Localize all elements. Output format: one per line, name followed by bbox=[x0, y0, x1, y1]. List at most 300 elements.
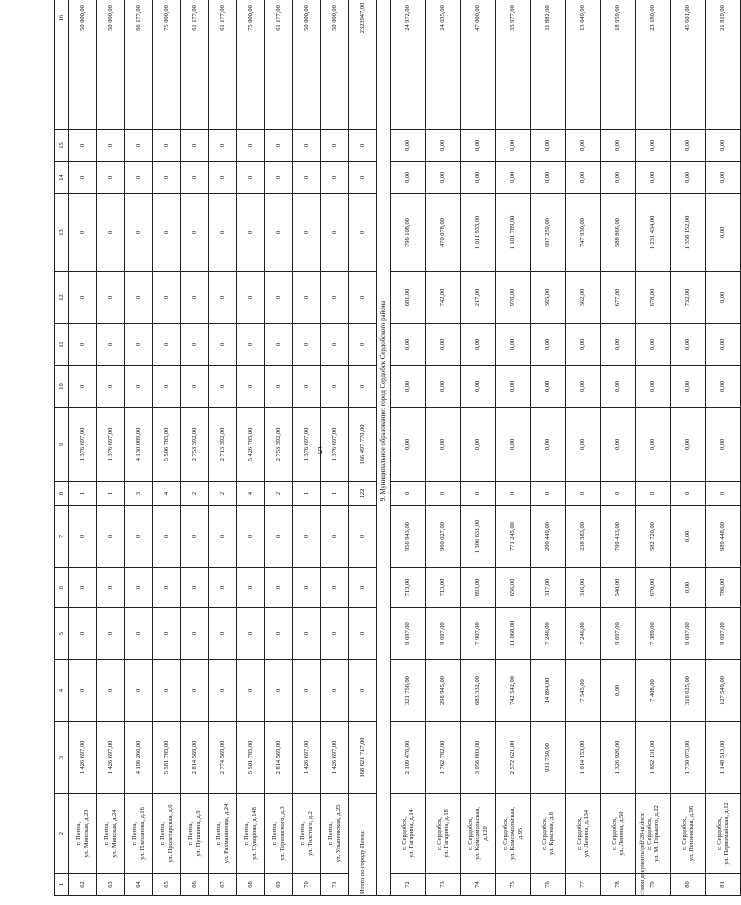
table-cell: 0 bbox=[181, 608, 209, 660]
table-cell: 0,00 bbox=[671, 130, 706, 162]
table-cell: 0,00 bbox=[636, 366, 671, 408]
table-cell: 2323947,00 bbox=[349, 0, 377, 130]
table-cell: 0 bbox=[237, 568, 265, 608]
table-cell: 697 259,00 bbox=[531, 194, 566, 272]
table-cell: 0,00 bbox=[706, 130, 741, 162]
table-cell: 0 bbox=[209, 324, 237, 366]
table-cell: 0 bbox=[531, 482, 566, 506]
table-cell: 1 bbox=[321, 482, 349, 506]
table-cell: 1 852 131,00 bbox=[636, 722, 671, 794]
table-cell: 0 bbox=[349, 608, 377, 660]
table-cell: 0 bbox=[153, 660, 181, 722]
table-cell: 0 bbox=[293, 366, 321, 408]
table-cell: 989 448,00 bbox=[706, 506, 741, 568]
header-row bbox=[55, 0, 69, 896]
table-cell: 7 545,00 bbox=[566, 660, 601, 722]
table-cell: 747 930,00 bbox=[566, 194, 601, 272]
table-cell: 11 bbox=[55, 324, 69, 366]
table-cell: 960 027,00 bbox=[426, 506, 461, 568]
table-cell: 0 bbox=[237, 162, 265, 194]
address-cell: г. Пенза, ул. Ульяновская, д.25 bbox=[321, 794, 349, 874]
table-cell: 0 bbox=[69, 660, 97, 722]
table-cell: 0,00 bbox=[531, 130, 566, 162]
table-row bbox=[293, 0, 321, 896]
table-cell: 1 014 153,00 bbox=[566, 722, 601, 794]
table-cell: 956 943,00 bbox=[391, 506, 426, 568]
table-cell: 2 753 392,00 bbox=[265, 408, 293, 482]
table-cell: 0 bbox=[209, 608, 237, 660]
table-cell: 0 bbox=[125, 366, 153, 408]
table-cell: 470 078,00 bbox=[426, 194, 461, 272]
table-cell: 23 180,00 bbox=[636, 0, 671, 130]
table-cell: 0,00 bbox=[706, 162, 741, 194]
table-cell: 65 bbox=[153, 874, 181, 896]
table-cell: 16 bbox=[55, 0, 69, 130]
table-cell: 0,00 bbox=[636, 130, 671, 162]
table-cell: 0,00 bbox=[636, 162, 671, 194]
table-cell: 0 bbox=[321, 366, 349, 408]
table-cell: 0 bbox=[391, 482, 426, 506]
table-cell: 0,00 bbox=[391, 324, 426, 366]
table-cell: 540,00 bbox=[601, 568, 636, 608]
table-cell: 0 bbox=[69, 162, 97, 194]
table-cell: 0,00 bbox=[706, 194, 741, 272]
table-cell: 0,00 bbox=[671, 162, 706, 194]
table-cell: 4 bbox=[153, 482, 181, 506]
table-cell: 931 730,00 bbox=[531, 722, 566, 794]
table-cell: 1 bbox=[55, 874, 69, 896]
table-cell: 588 866,00 bbox=[601, 194, 636, 272]
table-cell: 0,00 bbox=[426, 324, 461, 366]
section-title: 9. Муниципальное образование: город Сердобск Сердобского района bbox=[377, 0, 391, 896]
table-row bbox=[209, 0, 237, 896]
table-cell: 166 497 770,00 bbox=[349, 408, 377, 482]
table-cell: 0 bbox=[265, 194, 293, 272]
table-cell: 0 bbox=[125, 324, 153, 366]
table-cell: 1 bbox=[293, 482, 321, 506]
address-cell: г. Пенза, ул. Рахманинова, д.24 bbox=[209, 794, 237, 874]
table-cell: 7 bbox=[55, 506, 69, 568]
table-cell: 0,00 bbox=[706, 366, 741, 408]
table-row bbox=[426, 0, 461, 896]
table-cell: 81 bbox=[706, 874, 741, 896]
table-cell: 70 bbox=[293, 874, 321, 896]
table-cell: 0 bbox=[237, 272, 265, 324]
table-cell: 72 bbox=[391, 874, 426, 896]
table-cell: 0 bbox=[209, 660, 237, 722]
address-cell: г. Пенза, ул. Плеханова, д.16 bbox=[125, 794, 153, 874]
table-cell: 13 049,00 bbox=[566, 0, 601, 130]
table-cell: 0 bbox=[321, 130, 349, 162]
table-row bbox=[671, 0, 706, 896]
table-cell: 0 bbox=[321, 194, 349, 272]
table-cell: 1 426 697,00 bbox=[97, 722, 125, 794]
table-cell: 0,00 bbox=[601, 660, 636, 722]
table-cell: 0,00 bbox=[671, 568, 706, 608]
table-cell: 0 bbox=[97, 194, 125, 272]
table-cell: 316,00 bbox=[566, 568, 601, 608]
table-row bbox=[181, 0, 209, 896]
table-cell: 9 697,00 bbox=[426, 608, 461, 660]
table-cell: 1 358 152,00 bbox=[671, 194, 706, 272]
table-cell: 0 bbox=[209, 194, 237, 272]
table-cell: 681,00 bbox=[391, 272, 426, 324]
table-cell: 0 bbox=[237, 194, 265, 272]
table-cell: 7 246,00 bbox=[566, 608, 601, 660]
table-cell: 2 713 392,00 bbox=[209, 408, 237, 482]
table-cell: 0 bbox=[97, 130, 125, 162]
table-cell: 2 814 569,00 bbox=[265, 722, 293, 794]
table-cell: 0 bbox=[461, 482, 496, 506]
table-cell: 678,00 bbox=[636, 272, 671, 324]
table-cell: 362,00 bbox=[566, 272, 601, 324]
table-cell: 0 bbox=[237, 324, 265, 366]
address-cell: г. Сердобск, ул. Комсомольская, д.120 bbox=[461, 794, 496, 874]
table-row bbox=[601, 0, 636, 896]
table-cell: 50 000,00 bbox=[321, 0, 349, 130]
table-cell: 1 426 697,00 bbox=[293, 722, 321, 794]
table-cell: 0 bbox=[125, 660, 153, 722]
table-cell: 0 bbox=[181, 272, 209, 324]
table-cell: 0 bbox=[153, 194, 181, 272]
table-cell: 75 000,00 bbox=[237, 0, 265, 130]
table-cell: 35 977,00 bbox=[496, 0, 531, 130]
table-cell: 0,00 bbox=[461, 366, 496, 408]
table-cell: 656,00 bbox=[496, 568, 531, 608]
table-cell: 0,00 bbox=[391, 130, 426, 162]
table-cell: 2 bbox=[181, 482, 209, 506]
table-cell: 970,00 bbox=[496, 272, 531, 324]
table-cell: 0 bbox=[349, 506, 377, 568]
table-cell: 0 bbox=[265, 506, 293, 568]
table-cell: 7 408,00 bbox=[636, 660, 671, 722]
address-cell: 2 bbox=[55, 794, 69, 874]
table-cell: 0,00 bbox=[461, 162, 496, 194]
table-cell: 893,00 bbox=[461, 568, 496, 608]
table-cell: 2 109 476,00 bbox=[391, 722, 426, 794]
table-cell: 0 bbox=[153, 272, 181, 324]
table-cell: 14 894,00 bbox=[531, 660, 566, 722]
table-cell: 0 bbox=[181, 660, 209, 722]
table-cell: 0,00 bbox=[391, 366, 426, 408]
table-cell: 168 821 717,00 bbox=[349, 722, 377, 794]
table-cell: 0 bbox=[636, 482, 671, 506]
table-cell: 0 bbox=[153, 506, 181, 568]
table-cell: 0,00 bbox=[496, 408, 531, 482]
table-cell: 0 bbox=[265, 130, 293, 162]
table-cell: 0 bbox=[153, 324, 181, 366]
table-cell: 0 bbox=[69, 608, 97, 660]
table-row bbox=[125, 0, 153, 896]
table-cell: 14 bbox=[55, 162, 69, 194]
section-title-row bbox=[377, 0, 391, 896]
table-cell: 7 389,00 bbox=[636, 608, 671, 660]
table-cell: 78 bbox=[601, 874, 636, 896]
table-cell: 24 035,00 bbox=[426, 0, 461, 130]
table-cell: 0 bbox=[125, 194, 153, 272]
table-cell: 0 bbox=[566, 482, 601, 506]
table-cell: 2 572 621,00 bbox=[496, 722, 531, 794]
table-cell: 0 bbox=[265, 608, 293, 660]
table-row bbox=[321, 0, 349, 896]
table-cell: 3 bbox=[55, 722, 69, 794]
table-cell: 1 231 434,00 bbox=[636, 194, 671, 272]
table-cell: 0 bbox=[237, 366, 265, 408]
table-cell: 61 177,00 bbox=[209, 0, 237, 130]
table-cell: 0,00 bbox=[671, 506, 706, 568]
table-cell: 2 bbox=[265, 482, 293, 506]
table-cell: 0 bbox=[97, 568, 125, 608]
table-cell: 47 000,00 bbox=[461, 0, 496, 130]
table-cell: 122 bbox=[349, 482, 377, 506]
table-cell: 0,00 bbox=[496, 324, 531, 366]
table-cell: 9 697,00 bbox=[671, 608, 706, 660]
address-cell: г. Пенза, ул. Терновского, д.3 bbox=[265, 794, 293, 874]
table-cell: 0 bbox=[293, 506, 321, 568]
table-row bbox=[496, 0, 531, 896]
table-cell: 0 bbox=[153, 366, 181, 408]
table-row bbox=[391, 0, 426, 896]
table-cell: 0 bbox=[125, 608, 153, 660]
table-cell: 796 108,00 bbox=[391, 194, 426, 272]
table-cell: 0,00 bbox=[706, 272, 741, 324]
table-cell: 0,00 bbox=[636, 324, 671, 366]
table-cell: 80 bbox=[671, 874, 706, 896]
table-cell: 0 bbox=[265, 324, 293, 366]
table-cell: 1 011 933,00 bbox=[461, 194, 496, 272]
table-cell: 0 bbox=[321, 272, 349, 324]
table-cell: 0,00 bbox=[566, 130, 601, 162]
table-cell: 0,00 bbox=[531, 162, 566, 194]
table-cell: 0,00 bbox=[426, 130, 461, 162]
table-cell: 0 bbox=[237, 608, 265, 660]
address-cell: г. Пенза, ул. Суворова, д.148 bbox=[237, 794, 265, 874]
table-cell: 0 bbox=[349, 660, 377, 722]
table-cell: 0,00 bbox=[426, 366, 461, 408]
table-cell: 0 bbox=[293, 324, 321, 366]
table-cell: 9 697,00 bbox=[601, 608, 636, 660]
address-cell: г. Сердобск, ул. Первомайская, д.12 bbox=[706, 794, 741, 874]
table-cell: 0 bbox=[237, 506, 265, 568]
table-cell: 0 bbox=[69, 568, 97, 608]
table-cell: 0 bbox=[97, 162, 125, 194]
table-cell: 316 625,00 bbox=[671, 660, 706, 722]
table-cell: 0 bbox=[321, 506, 349, 568]
table-cell: 10 bbox=[55, 366, 69, 408]
table-cell: 50 000,00 bbox=[97, 0, 125, 130]
table-cell: 0 bbox=[153, 608, 181, 660]
table-cell: 0 bbox=[496, 482, 531, 506]
table-cell: 0 bbox=[293, 568, 321, 608]
table-cell: 0 bbox=[293, 130, 321, 162]
table-cell: 0 bbox=[153, 568, 181, 608]
table-cell: 71 bbox=[321, 874, 349, 896]
table-cell: 6 bbox=[55, 568, 69, 608]
table-cell: 4 bbox=[237, 482, 265, 506]
table-cell: 0 bbox=[181, 506, 209, 568]
table-cell: 200 449,00 bbox=[531, 506, 566, 568]
table-cell: 0 bbox=[97, 608, 125, 660]
table-cell: 0,00 bbox=[426, 162, 461, 194]
address-cell: г. Сердобск, ул. Гагарина, д.14 bbox=[391, 794, 426, 874]
table-cell: 0,00 bbox=[566, 366, 601, 408]
table-cell: 0 bbox=[349, 568, 377, 608]
table-cell: 0 bbox=[181, 324, 209, 366]
table-cell: 0,00 bbox=[601, 162, 636, 194]
table-cell: 0 bbox=[349, 366, 377, 408]
table-cell: 77 bbox=[566, 874, 601, 896]
table-cell: 713,00 bbox=[426, 568, 461, 608]
table-cell: 0,00 bbox=[531, 366, 566, 408]
address-cell: г. Сердобск, ул. Гагарина, д.18 bbox=[426, 794, 461, 874]
table-row bbox=[566, 0, 601, 896]
table-cell: 582 720,00 bbox=[636, 506, 671, 568]
table-cell: 5 bbox=[55, 608, 69, 660]
table-row bbox=[706, 0, 741, 896]
table-cell: 18 959,00 bbox=[601, 0, 636, 130]
table-cell: 670,00 bbox=[636, 568, 671, 608]
table-cell: 15 bbox=[55, 130, 69, 162]
table-cell: 0,00 bbox=[461, 408, 496, 482]
table-cell: 74 bbox=[461, 874, 496, 896]
table-cell: 0,00 bbox=[496, 162, 531, 194]
table-cell: 0 bbox=[265, 660, 293, 722]
table-cell: 1 326 926,00 bbox=[601, 722, 636, 794]
table-cell: 0 bbox=[426, 482, 461, 506]
table-cell: 0 bbox=[97, 660, 125, 722]
table-cell: 1 762 782,00 bbox=[426, 722, 461, 794]
table-cell: 0 bbox=[293, 162, 321, 194]
table-cell: 321 756,00 bbox=[391, 660, 426, 722]
table-cell: 0 bbox=[349, 324, 377, 366]
table-cell: 0 bbox=[321, 162, 349, 194]
table-cell: 62 bbox=[69, 874, 97, 896]
table-cell: 0 bbox=[321, 608, 349, 660]
table-cell: 4 196 266,00 bbox=[125, 722, 153, 794]
table-cell: 0 bbox=[321, 568, 349, 608]
table-cell: 0 bbox=[237, 660, 265, 722]
table-cell: 0 bbox=[181, 194, 209, 272]
table-cell: 0,00 bbox=[566, 162, 601, 194]
table-cell: 0,00 bbox=[391, 408, 426, 482]
table-cell: 0,00 bbox=[671, 408, 706, 482]
address-cell: г. Пенза, ул. Пушкина, д.9 bbox=[181, 794, 209, 874]
table-cell: 0 bbox=[321, 324, 349, 366]
table-cell: 0 bbox=[153, 162, 181, 194]
table-cell: 0,00 bbox=[531, 324, 566, 366]
table-cell: 4 bbox=[55, 660, 69, 722]
table-cell: 0 bbox=[293, 272, 321, 324]
table-cell: 0 bbox=[125, 568, 153, 608]
table-cell: 0,00 bbox=[636, 408, 671, 482]
total-row bbox=[349, 0, 377, 896]
table-cell: 0 bbox=[125, 130, 153, 162]
table-cell: 0 bbox=[349, 130, 377, 162]
table-cell: 50 000,00 bbox=[69, 0, 97, 130]
table-cell: 1 148 513,00 bbox=[706, 722, 741, 794]
table-cell: 2 753 392,00 bbox=[181, 408, 209, 482]
table-cell: 677,00 bbox=[601, 272, 636, 324]
table-cell: 0,00 bbox=[566, 324, 601, 366]
table-cell: 217,00 bbox=[461, 272, 496, 324]
table-cell: 0,00 bbox=[461, 130, 496, 162]
table-cell: 0 bbox=[293, 194, 321, 272]
table-cell: 64 bbox=[125, 874, 153, 896]
table-cell: 0,00 bbox=[706, 408, 741, 482]
address-cell: г. Пенза, ул. Пролетарская, д.6 bbox=[153, 794, 181, 874]
table-cell: 1 bbox=[97, 482, 125, 506]
address-cell: г. Пенза, ул. Минская, д.24 bbox=[97, 794, 125, 874]
table-cell: 0 bbox=[601, 482, 636, 506]
table-cell: 0 bbox=[97, 324, 125, 366]
table-cell: 63 bbox=[97, 874, 125, 896]
table-cell: 771 245,00 bbox=[496, 506, 531, 568]
table-cell: 1 376 697,00 bbox=[321, 408, 349, 482]
table-cell: 365,00 bbox=[531, 272, 566, 324]
table-cell: 3 056 803,00 bbox=[461, 722, 496, 794]
table-cell: 0 bbox=[209, 162, 237, 194]
table-row bbox=[461, 0, 496, 896]
address-cell: г. Сердобск, ул. Комсомольская, д.95 bbox=[496, 794, 531, 874]
table-cell: 11 068,00 bbox=[496, 608, 531, 660]
table-cell: 0 bbox=[97, 272, 125, 324]
table-cell: 45 601,00 bbox=[671, 0, 706, 130]
table-cell: 683 332,00 bbox=[461, 660, 496, 722]
table-cell: 5 581 785,00 bbox=[153, 722, 181, 794]
table-cell: 0 bbox=[265, 272, 293, 324]
address-cell: г. Сердобск, ул. Красная, д.8 bbox=[531, 794, 566, 874]
table-cell: 0 bbox=[321, 660, 349, 722]
address-cell: г. Пенза, ул. Минская, д.23 bbox=[69, 794, 97, 874]
table-cell: 69 bbox=[265, 874, 293, 896]
rotated-page bbox=[54, 2, 730, 896]
table-cell: 0 bbox=[125, 272, 153, 324]
table-cell: 713,00 bbox=[391, 568, 426, 608]
table-cell: 298 945,00 bbox=[426, 660, 461, 722]
table-cell: 0 bbox=[265, 162, 293, 194]
address-cell: г. Сердобск, ул. Пензенская, д.96 bbox=[671, 794, 706, 874]
table-cell: 66 bbox=[181, 874, 209, 896]
table-cell: 0 bbox=[125, 506, 153, 568]
table-cell: 0,00 bbox=[601, 130, 636, 162]
table-cell: 0 bbox=[69, 194, 97, 272]
table-cell: 1 730 075,00 bbox=[671, 722, 706, 794]
table-cell: 742,00 bbox=[426, 272, 461, 324]
table-cell: 0 bbox=[181, 366, 209, 408]
table-cell: 0 bbox=[97, 506, 125, 568]
table-cell: 0,00 bbox=[391, 162, 426, 194]
table-cell: 317,00 bbox=[531, 568, 566, 608]
table-row bbox=[97, 0, 125, 896]
table-cell: 0 bbox=[125, 162, 153, 194]
table-cell: 1 101 789,00 bbox=[496, 194, 531, 272]
table-cell: 61 177,00 bbox=[265, 0, 293, 130]
table-cell: 1 426 697,00 bbox=[69, 722, 97, 794]
table-cell: 2 774 569,00 bbox=[209, 722, 237, 794]
table-cell: 0 bbox=[706, 482, 741, 506]
table-cell: 2 bbox=[209, 482, 237, 506]
table-cell: 1 376 697,00 bbox=[97, 408, 125, 482]
table-cell: 0 bbox=[293, 660, 321, 722]
table-cell: 3 bbox=[125, 482, 153, 506]
table-cell: 66 177,00 bbox=[125, 0, 153, 130]
table-cell: 11 882,00 bbox=[531, 0, 566, 130]
table-cell: 0,00 bbox=[601, 408, 636, 482]
table-cell: 67 bbox=[209, 874, 237, 896]
table-cell: 0 bbox=[671, 482, 706, 506]
table-cell: 7 907,00 bbox=[461, 608, 496, 660]
table-cell: 0,00 bbox=[531, 408, 566, 482]
